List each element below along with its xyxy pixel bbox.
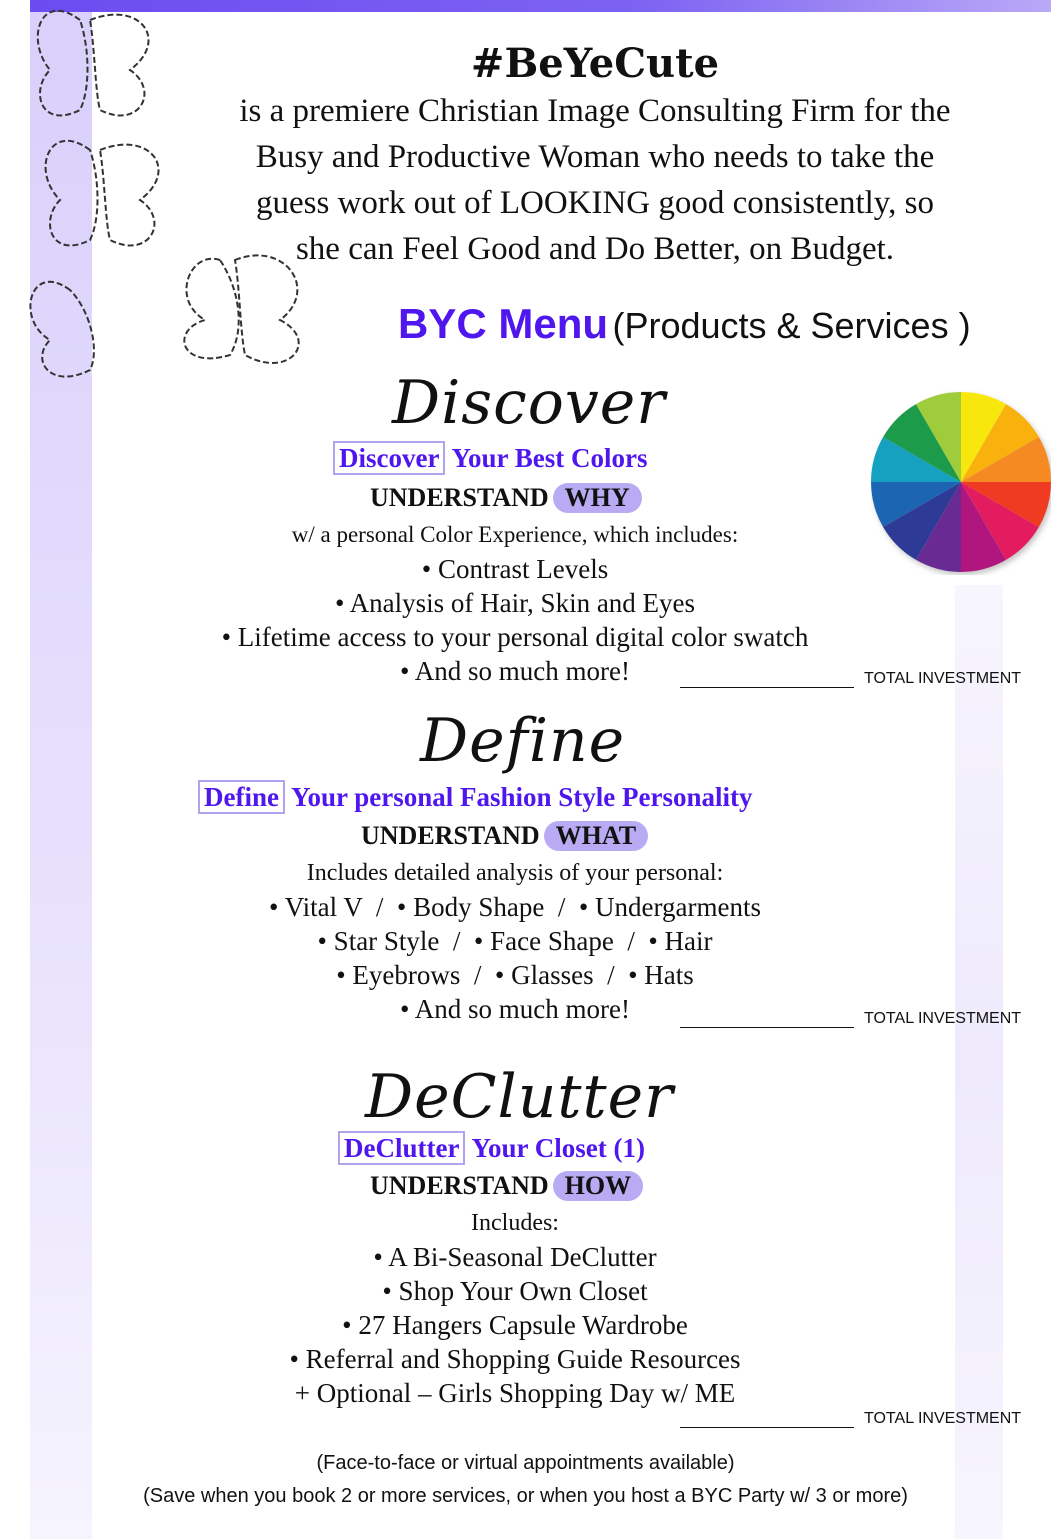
brand-hashtag: #BeYeCute [470,40,720,87]
discover-understand [370,483,642,513]
menu-heading [398,300,971,348]
detail-line: • And so much more! [400,994,630,1024]
detail-line: • Analysis of Hair, Skin and Eyes [334,588,696,618]
menu-title: BYC Menu [398,300,608,347]
detail-line: • Lifetime access to your personal digital color swatch [221,622,809,652]
understand-key-badge: WHAT [544,821,648,851]
detail-line: Includes: [471,1210,559,1236]
detail-line: • Contrast Levels [421,554,609,584]
discover-title [333,443,647,474]
investment-label: TOTAL INVESTMENT [864,1410,1022,1427]
discover-title-text: Your Best Colors [451,443,648,473]
define-investment [680,1010,1021,1028]
detail-line: • And so much more! [400,656,630,686]
intro-line: guess work out of LOOKING good consistently, so [256,185,934,221]
declutter-understand [370,1171,643,1201]
investment-blank-line [680,1411,854,1428]
intro-line: Busy and Productive Woman who needs to take the [255,139,935,175]
discover-details [150,518,880,688]
right-decor-strip [955,585,1003,1539]
investment-blank-line [680,1011,854,1028]
detail-line: • Referral and Shopping Guide Resources [289,1344,741,1374]
declutter-script-heading: DeClutter [365,1062,674,1132]
detail-line: • Star Style / • Face Shape / • Hair [317,926,713,956]
define-boxed-word: Define [198,780,285,814]
declutter-details [150,1206,880,1410]
intro-line: is a premiere Christian Image Consulting Firm for the [239,93,951,129]
understand-key-badge: HOW [553,1171,643,1201]
detail-line: w/ a personal Color Experience, which includes: [291,522,739,547]
footer-note-appointments: (Face-to-face or virtual appointments available) [316,1452,735,1474]
investment-label: TOTAL INVESTMENT [864,1010,1022,1027]
discover-investment [680,670,1021,688]
discover-boxed-word: Discover [333,441,445,475]
declutter-boxed-word: DeClutter [338,1131,465,1165]
detail-line: + Optional – Girls Shopping Day w/ ME [294,1378,736,1408]
discover-script-heading: Discover [392,368,666,438]
define-details [150,856,880,1026]
detail-line: • Vital V / • Body Shape / • Undergarments [269,892,761,922]
investment-blank-line [680,671,854,688]
intro-paragraph [90,88,1051,272]
define-title [198,782,753,813]
menu-subtitle: (Products & Services ) [612,305,971,346]
define-title-text: Your personal Fashion Style Personality [290,782,753,812]
color-wheel-icon [871,389,1051,575]
detail-line: Includes detailed analysis of your personal: [306,860,724,886]
detail-line: • 27 Hangers Capsule Wardrobe [342,1310,688,1340]
detail-line: • Eyebrows / • Glasses / • Hats [336,960,694,990]
understand-label: UNDERSTAND [361,821,540,850]
declutter-investment [680,1410,1021,1428]
understand-key-badge: WHY [553,483,642,513]
investment-label: TOTAL INVESTMENT [864,670,1022,687]
define-script-heading: Define [420,706,626,776]
intro-line: she can Feel Good and Do Better, on Budget. [295,231,895,267]
detail-line: • Shop Your Own Closet [382,1276,648,1306]
declutter-title-text: Your Closet (1) [471,1133,645,1163]
declutter-title [338,1133,645,1164]
understand-label: UNDERSTAND [370,483,549,512]
footer-note-savings: (Save when you book 2 or more services, or when you host a BYC Party w/ 3 or more) [143,1485,908,1507]
define-understand [361,821,648,851]
understand-label: UNDERSTAND [370,1171,549,1200]
detail-line: • A Bi-Seasonal DeClutter [373,1242,657,1272]
